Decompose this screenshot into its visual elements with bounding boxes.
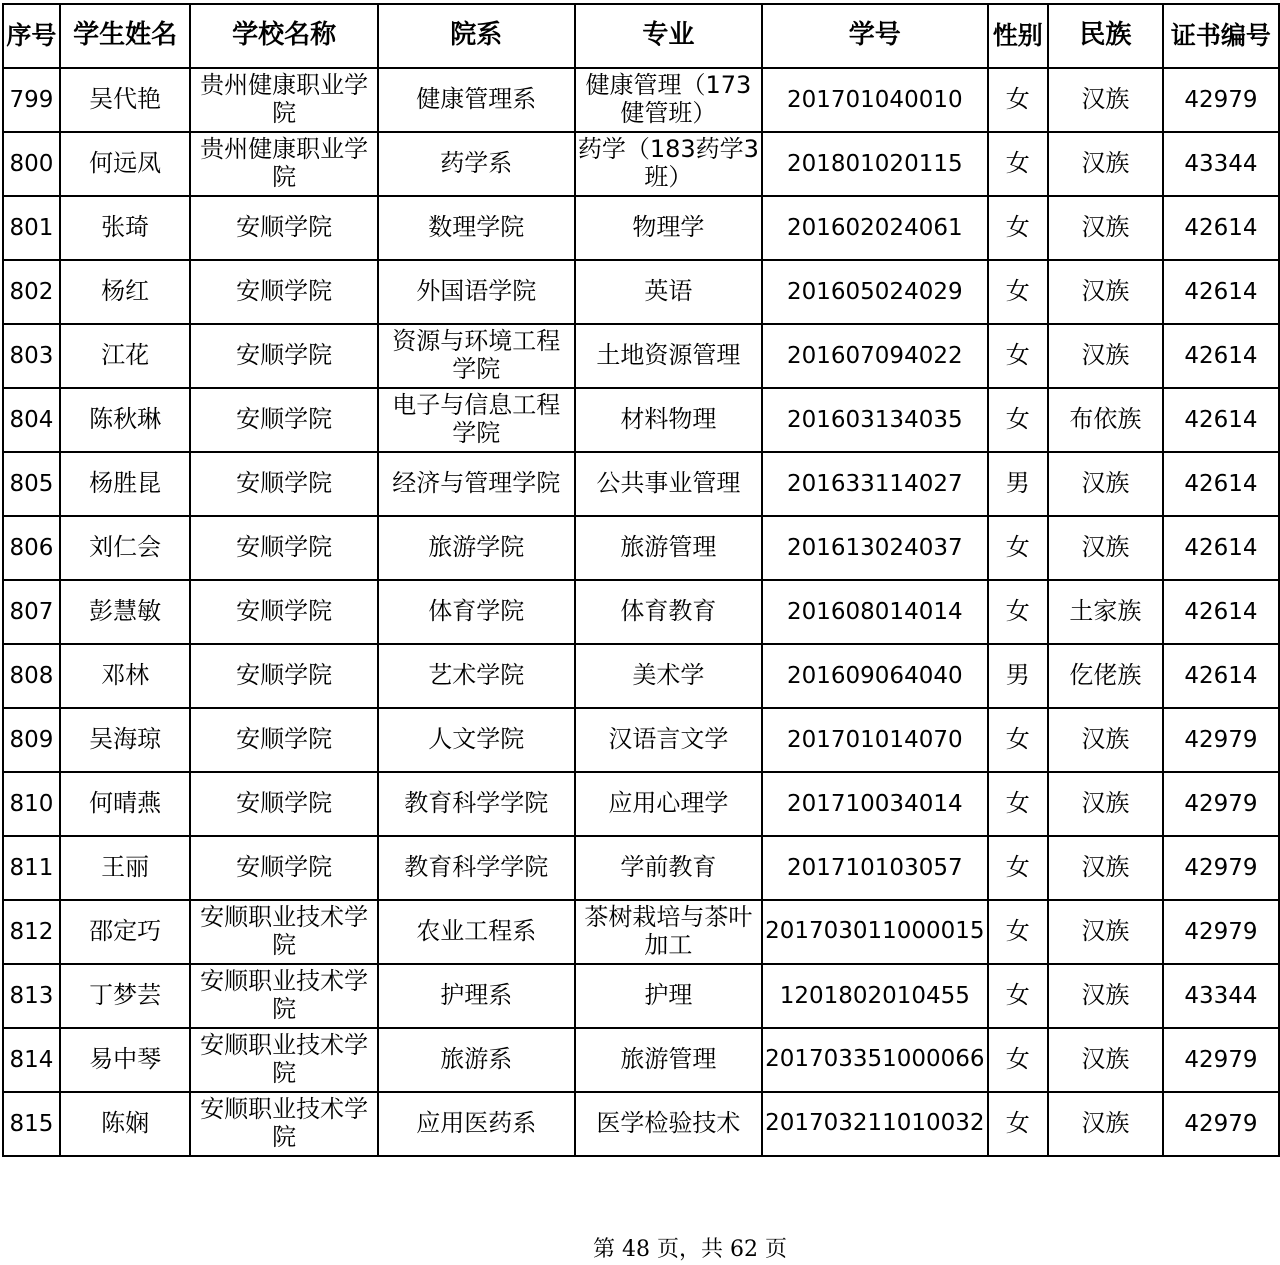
cell-ethnicity: 汉族	[1048, 68, 1163, 132]
cell-major: 材料物理	[575, 388, 762, 452]
cell-cert: 42614	[1163, 260, 1279, 324]
cell-gender: 男	[988, 644, 1048, 708]
cell-cert: 42614	[1163, 644, 1279, 708]
table-row	[3, 708, 1279, 772]
table-row	[3, 516, 1279, 580]
cell-seq: 808	[3, 644, 60, 708]
cell-ethnicity: 汉族	[1048, 708, 1163, 772]
table-row	[3, 388, 1279, 452]
cell-ethnicity: 汉族	[1048, 324, 1163, 388]
cell-school: 安顺职业技术学院	[190, 1028, 377, 1092]
cell-seq: 801	[3, 196, 60, 260]
cell-name: 王丽	[60, 836, 191, 900]
cell-cert: 42979	[1163, 900, 1279, 964]
cell-major: 健康管理（173健管班）	[575, 68, 762, 132]
cell-dept: 药学系	[378, 132, 575, 196]
cell-name: 杨红	[60, 260, 191, 324]
cell-ethnicity: 汉族	[1048, 516, 1163, 580]
cell-id: 201605024029	[762, 260, 988, 324]
table-row	[3, 1092, 1279, 1156]
cell-ethnicity: 仡佬族	[1048, 644, 1163, 708]
table-row	[3, 452, 1279, 516]
cell-seq: 803	[3, 324, 60, 388]
student-table	[2, 3, 1280, 1157]
cell-dept: 资源与环境工程学院	[378, 324, 575, 388]
cell-school: 安顺学院	[190, 580, 377, 644]
cell-school: 安顺学院	[190, 516, 377, 580]
cell-gender: 女	[988, 708, 1048, 772]
cell-gender: 女	[988, 964, 1048, 1028]
cell-seq: 810	[3, 772, 60, 836]
cell-gender: 女	[988, 1028, 1048, 1092]
page-footer: 第 48 页，共 62 页	[593, 1237, 787, 1262]
cell-id: 201603134035	[762, 388, 988, 452]
cell-cert: 42979	[1163, 708, 1279, 772]
cell-major: 旅游管理	[575, 516, 762, 580]
cell-dept: 农业工程系	[378, 900, 575, 964]
cell-gender: 女	[988, 1092, 1048, 1156]
header-dept: 院系	[378, 4, 575, 68]
cell-seq: 804	[3, 388, 60, 452]
cell-name: 江花	[60, 324, 191, 388]
header-gender: 性别	[988, 4, 1048, 68]
cell-ethnicity: 汉族	[1048, 772, 1163, 836]
cell-name: 丁梦芸	[60, 964, 191, 1028]
cell-cert: 42614	[1163, 580, 1279, 644]
cell-dept: 应用医药系	[378, 1092, 575, 1156]
cell-dept: 教育科学学院	[378, 836, 575, 900]
cell-school: 安顺学院	[190, 644, 377, 708]
cell-id: 1201802010455	[762, 964, 988, 1028]
table-row	[3, 900, 1279, 964]
cell-major: 药学（183药学3班）	[575, 132, 762, 196]
cell-id: 201608014014	[762, 580, 988, 644]
cell-id: 201703211010032	[762, 1092, 988, 1156]
cell-gender: 女	[988, 324, 1048, 388]
cell-cert: 42614	[1163, 516, 1279, 580]
cell-dept: 外国语学院	[378, 260, 575, 324]
cell-id: 201613024037	[762, 516, 988, 580]
cell-cert: 42614	[1163, 452, 1279, 516]
cell-id: 201710034014	[762, 772, 988, 836]
table-row	[3, 644, 1279, 708]
table-row	[3, 196, 1279, 260]
cell-ethnicity: 布依族	[1048, 388, 1163, 452]
cell-gender: 女	[988, 516, 1048, 580]
cell-name: 何远凤	[60, 132, 191, 196]
cell-dept: 体育学院	[378, 580, 575, 644]
cell-dept: 经济与管理学院	[378, 452, 575, 516]
cell-seq: 806	[3, 516, 60, 580]
cell-cert: 43344	[1163, 132, 1279, 196]
cell-id: 201607094022	[762, 324, 988, 388]
cell-cert: 42614	[1163, 196, 1279, 260]
cell-major: 护理	[575, 964, 762, 1028]
cell-name: 彭慧敏	[60, 580, 191, 644]
cell-name: 吴代艳	[60, 68, 191, 132]
cell-name: 吴海琼	[60, 708, 191, 772]
header-seq: 序号	[3, 4, 60, 68]
cell-school: 安顺学院	[190, 324, 377, 388]
cell-ethnicity: 汉族	[1048, 900, 1163, 964]
table-row	[3, 260, 1279, 324]
cell-dept: 教育科学学院	[378, 772, 575, 836]
header-cert: 证书编号	[1163, 4, 1279, 68]
cell-seq: 799	[3, 68, 60, 132]
cell-major: 体育教育	[575, 580, 762, 644]
table-row	[3, 68, 1279, 132]
cell-name: 陈秋琳	[60, 388, 191, 452]
header-major: 专业	[575, 4, 762, 68]
cell-name: 邓林	[60, 644, 191, 708]
cell-name: 张琦	[60, 196, 191, 260]
cell-major: 英语	[575, 260, 762, 324]
cell-major: 美术学	[575, 644, 762, 708]
table-row	[3, 964, 1279, 1028]
cell-ethnicity: 汉族	[1048, 196, 1163, 260]
table-row	[3, 836, 1279, 900]
cell-seq: 811	[3, 836, 60, 900]
cell-id: 201801020115	[762, 132, 988, 196]
cell-dept: 艺术学院	[378, 644, 575, 708]
cell-dept: 旅游学院	[378, 516, 575, 580]
cell-ethnicity: 土家族	[1048, 580, 1163, 644]
table-header-row	[3, 4, 1279, 68]
cell-seq: 813	[3, 964, 60, 1028]
cell-major: 医学检验技术	[575, 1092, 762, 1156]
cell-cert: 42979	[1163, 1092, 1279, 1156]
cell-cert: 42614	[1163, 324, 1279, 388]
cell-major: 应用心理学	[575, 772, 762, 836]
cell-id: 201602024061	[762, 196, 988, 260]
cell-id: 201609064040	[762, 644, 988, 708]
cell-cert: 43344	[1163, 964, 1279, 1028]
cell-school: 安顺学院	[190, 836, 377, 900]
cell-school: 安顺职业技术学院	[190, 964, 377, 1028]
header-id: 学号	[762, 4, 988, 68]
table-row	[3, 580, 1279, 644]
cell-seq: 807	[3, 580, 60, 644]
cell-cert: 42979	[1163, 772, 1279, 836]
cell-seq: 802	[3, 260, 60, 324]
cell-gender: 女	[988, 388, 1048, 452]
cell-ethnicity: 汉族	[1048, 964, 1163, 1028]
cell-school: 安顺学院	[190, 772, 377, 836]
cell-seq: 812	[3, 900, 60, 964]
cell-major: 物理学	[575, 196, 762, 260]
cell-major: 学前教育	[575, 836, 762, 900]
cell-seq: 815	[3, 1092, 60, 1156]
cell-gender: 女	[988, 196, 1048, 260]
table-row	[3, 772, 1279, 836]
cell-id: 201701014070	[762, 708, 988, 772]
cell-gender: 女	[988, 68, 1048, 132]
cell-gender: 女	[988, 132, 1048, 196]
cell-major: 汉语言文学	[575, 708, 762, 772]
cell-school: 安顺学院	[190, 388, 377, 452]
cell-gender: 男	[988, 452, 1048, 516]
cell-gender: 女	[988, 836, 1048, 900]
cell-cert: 42979	[1163, 68, 1279, 132]
table-row	[3, 1028, 1279, 1092]
cell-name: 何晴燕	[60, 772, 191, 836]
cell-name: 陈娴	[60, 1092, 191, 1156]
header-school: 学校名称	[190, 4, 377, 68]
cell-school: 贵州健康职业学院	[190, 68, 377, 132]
cell-id: 201710103057	[762, 836, 988, 900]
cell-ethnicity: 汉族	[1048, 452, 1163, 516]
table-row	[3, 132, 1279, 196]
cell-gender: 女	[988, 772, 1048, 836]
cell-gender: 女	[988, 580, 1048, 644]
table-body	[3, 68, 1279, 1156]
cell-dept: 人文学院	[378, 708, 575, 772]
cell-id: 201701040010	[762, 68, 988, 132]
cell-dept: 健康管理系	[378, 68, 575, 132]
cell-seq: 805	[3, 452, 60, 516]
cell-ethnicity: 汉族	[1048, 836, 1163, 900]
cell-name: 邵定巧	[60, 900, 191, 964]
cell-dept: 旅游系	[378, 1028, 575, 1092]
cell-gender: 女	[988, 260, 1048, 324]
header-name: 学生姓名	[60, 4, 191, 68]
table-row	[3, 324, 1279, 388]
cell-school: 贵州健康职业学院	[190, 132, 377, 196]
cell-ethnicity: 汉族	[1048, 132, 1163, 196]
cell-cert: 42979	[1163, 1028, 1279, 1092]
cell-dept: 护理系	[378, 964, 575, 1028]
cell-major: 土地资源管理	[575, 324, 762, 388]
cell-seq: 800	[3, 132, 60, 196]
cell-cert: 42614	[1163, 388, 1279, 452]
cell-major: 茶树栽培与茶叶加工	[575, 900, 762, 964]
cell-major: 公共事业管理	[575, 452, 762, 516]
cell-gender: 女	[988, 900, 1048, 964]
cell-id: 201633114027	[762, 452, 988, 516]
cell-cert: 42979	[1163, 836, 1279, 900]
cell-major: 旅游管理	[575, 1028, 762, 1092]
cell-dept: 电子与信息工程学院	[378, 388, 575, 452]
cell-ethnicity: 汉族	[1048, 1028, 1163, 1092]
cell-school: 安顺学院	[190, 452, 377, 516]
header-ethnicity: 民族	[1048, 4, 1163, 68]
cell-name: 易中琴	[60, 1028, 191, 1092]
cell-school: 安顺学院	[190, 708, 377, 772]
cell-name: 杨胜昆	[60, 452, 191, 516]
cell-id: 201703351000066	[762, 1028, 988, 1092]
cell-school: 安顺职业技术学院	[190, 1092, 377, 1156]
cell-seq: 809	[3, 708, 60, 772]
cell-id: 201703011000015	[762, 900, 988, 964]
cell-ethnicity: 汉族	[1048, 1092, 1163, 1156]
cell-school: 安顺职业技术学院	[190, 900, 377, 964]
cell-seq: 814	[3, 1028, 60, 1092]
cell-name: 刘仁会	[60, 516, 191, 580]
cell-school: 安顺学院	[190, 196, 377, 260]
cell-school: 安顺学院	[190, 260, 377, 324]
cell-ethnicity: 汉族	[1048, 260, 1163, 324]
cell-dept: 数理学院	[378, 196, 575, 260]
